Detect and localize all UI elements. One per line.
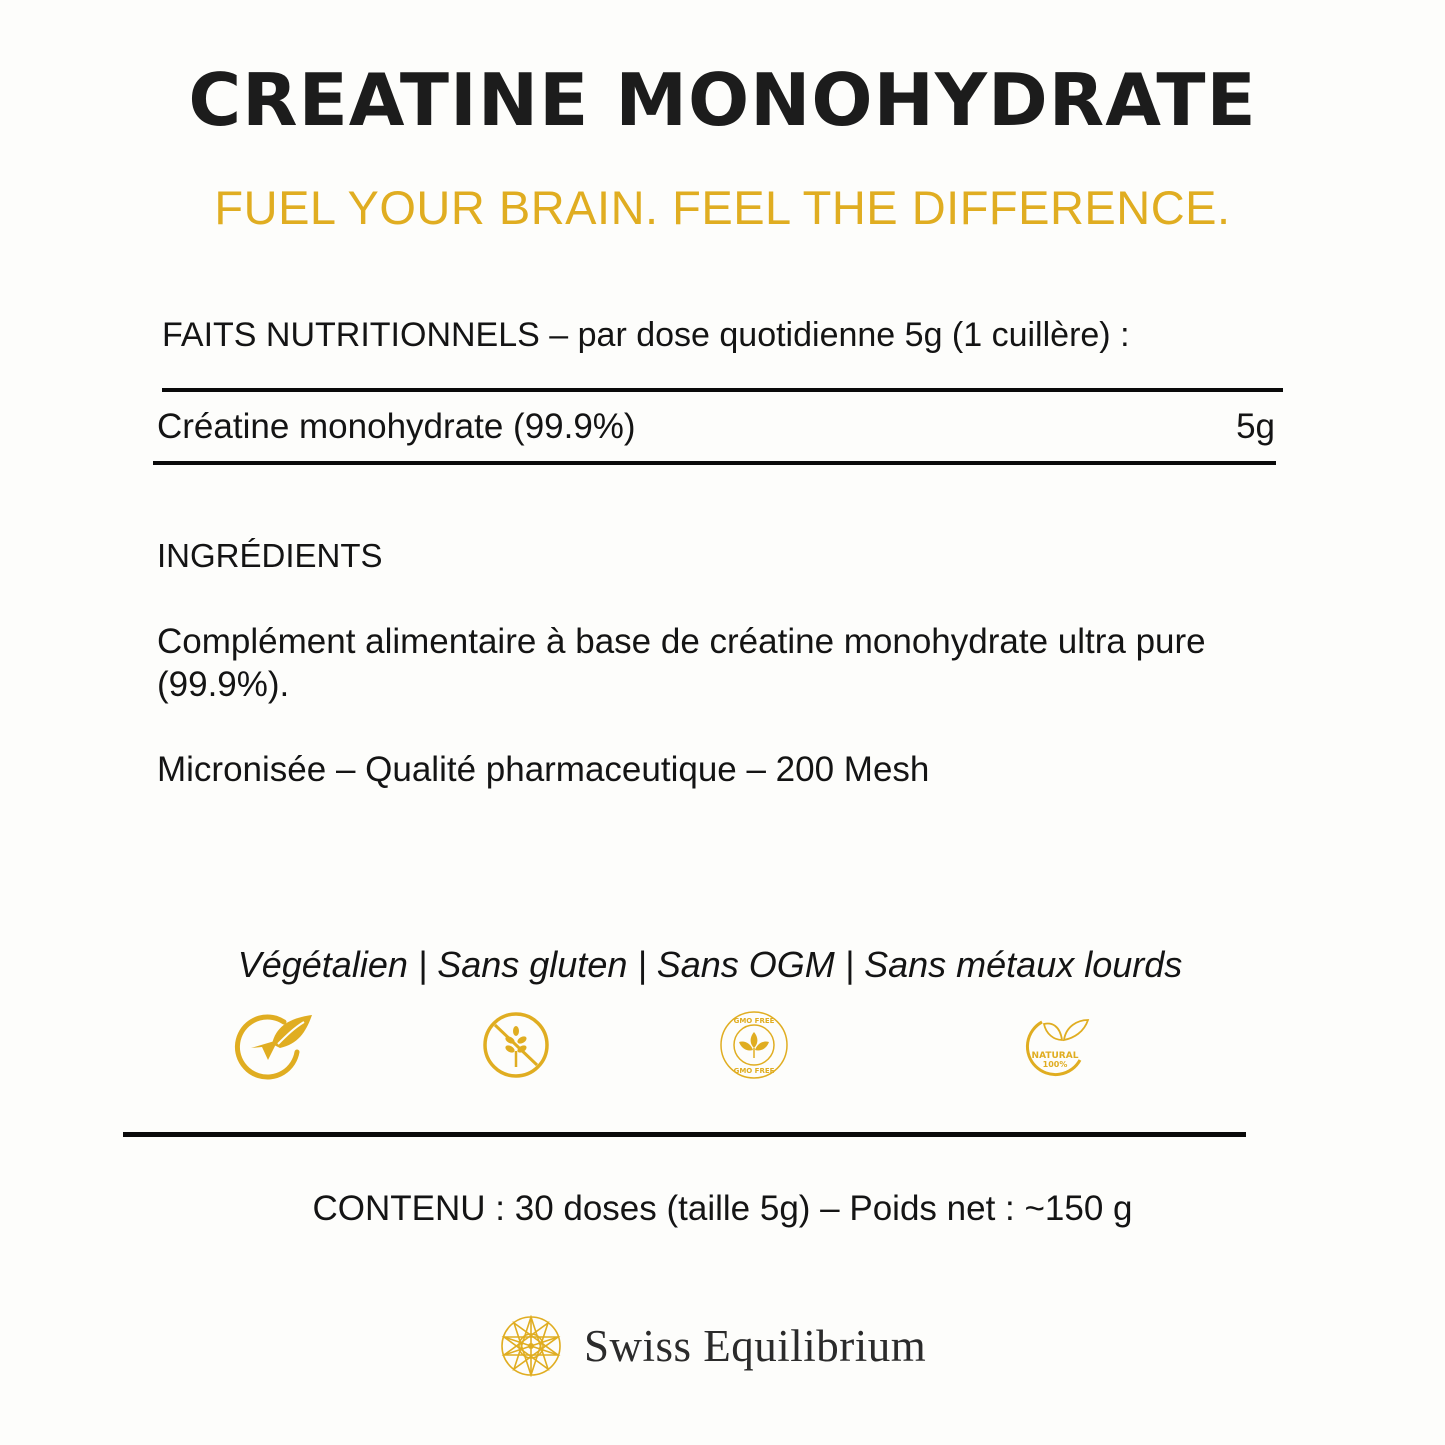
ingredients-description: Complément alimentaire à base de créatine monohydrate ultra pure (99.9%). <box>157 622 1206 704</box>
vegan-leaf-check-icon <box>232 1010 314 1080</box>
nutrition-top-rule <box>162 388 1283 392</box>
contents-separator <box>123 1132 1246 1137</box>
nutrition-row <box>157 403 1275 451</box>
gluten-free-icon <box>482 1011 550 1079</box>
nutrition-facts-heading: FAITS NUTRITIONNELS – par dose quotidienne 5g (1 cuillère) : <box>162 316 1130 354</box>
natural-100-icon <box>1022 1016 1092 1080</box>
nutrient-name: Créatine monohydrate (99.9%) <box>157 407 636 446</box>
svg-text:100%: 100% <box>1042 1060 1068 1069</box>
ingredients-spec: Micronisée – Qualité pharmaceutique – 200 Mesh <box>157 750 930 789</box>
ingredients-heading: INGRÉDIENTS <box>157 537 383 574</box>
flower-of-life-icon <box>500 1315 562 1377</box>
svg-text:GMO FREE: GMO FREE <box>733 1017 775 1025</box>
brand-name: Swiss Equilibrium <box>584 1321 927 1371</box>
brand-logo <box>500 1315 926 1377</box>
gmo-free-icon <box>719 1010 789 1080</box>
svg-text:NATURAL: NATURAL <box>1031 1051 1079 1061</box>
product-title: CREATINE MONOHYDRATE <box>188 58 1257 142</box>
nutrient-amount: 5g <box>1236 407 1275 446</box>
nutrition-bottom-rule <box>153 461 1276 465</box>
feature-list: Végétalien | Sans gluten | Sans OGM | Sans métaux lourds <box>237 944 1183 985</box>
svg-text:GMO FREE: GMO FREE <box>733 1067 775 1075</box>
contents-info: CONTENU : 30 doses (taille 5g) – Poids net : ~150 g <box>312 1189 1133 1228</box>
product-tagline: FUEL YOUR BRAIN. FEEL THE DIFFERENCE. <box>214 181 1231 234</box>
